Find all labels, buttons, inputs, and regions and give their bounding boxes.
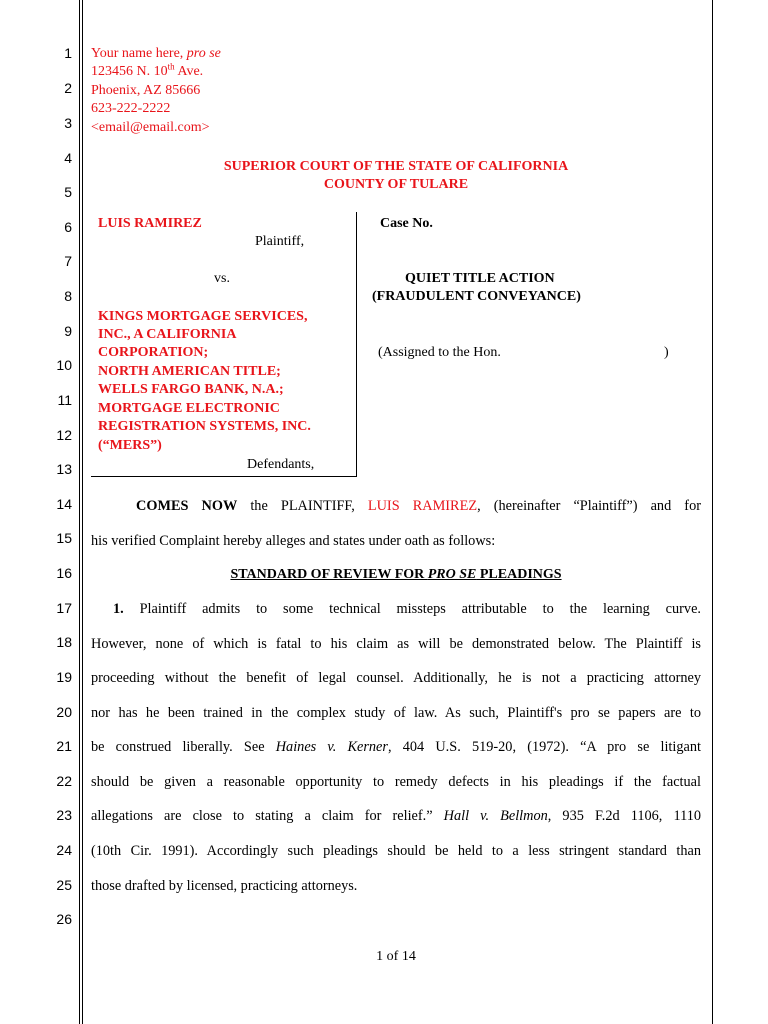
line-number: 24	[56, 842, 72, 858]
line-number: 7	[64, 253, 72, 269]
comes-now: COMES NOW	[136, 498, 238, 514]
action-title-line2: (FRAUDULENT CONVEYANCE)	[372, 289, 581, 304]
defendant-line: MORTGAGE ELECTRONIC	[98, 401, 280, 416]
filer-address-line2: Phoenix, AZ 85666	[91, 83, 201, 98]
paragraph-line: those drafted by licensed, practicing attorneys.	[91, 878, 358, 894]
line-number: 21	[56, 738, 72, 754]
paragraph-text: allegations are close to stating a claim for relief.”	[91, 808, 444, 824]
action-title-line1: QUIET TITLE ACTION	[405, 271, 555, 286]
case-number-label: Case No.	[380, 216, 433, 231]
defendant-line: CORPORATION;	[98, 345, 209, 360]
line-number: 2	[64, 80, 72, 96]
paragraph-line: nor has he been trained in the complex study of law. As such, Plaintiff's pro se papers are to	[91, 705, 701, 721]
court-name-line2: COUNTY OF TULARE	[323, 177, 469, 192]
line-number: 16	[56, 565, 72, 581]
page-number: 1 of 14	[376, 949, 416, 964]
intro-text: the PLAINTIFF,	[237, 498, 368, 514]
line-number: 4	[64, 150, 72, 166]
line-number: 14	[56, 496, 72, 512]
paragraph-line: However, none of which is fatal to his claim as will be demonstrated below. The Plaintiff is	[91, 636, 701, 652]
address-superscript: th	[167, 61, 175, 72]
line-number: 22	[56, 773, 72, 789]
line-number: 17	[56, 600, 72, 616]
line-number: 25	[56, 877, 72, 893]
intro-line1	[91, 498, 701, 514]
paragraph-line: proceeding without the benefit of legal counsel. Additionally, he is not a practicing attorney	[91, 670, 701, 686]
case-citation: Haines v. Kerner	[275, 739, 388, 755]
heading-italic: PRO SE	[427, 567, 477, 582]
paragraph-text: Plaintiff admits to some technical missteps attributable to the learning curve.	[139, 601, 701, 617]
section-heading	[91, 567, 701, 583]
address-street: 123456 N. 10	[91, 64, 168, 79]
defendant-line: (“MERS”)	[98, 438, 162, 453]
line-number: 10	[56, 357, 72, 373]
paragraph-text: be construed liberally. See	[91, 739, 276, 755]
paragraph-line	[91, 601, 701, 617]
line-number: 3	[64, 115, 72, 131]
address-street-suffix: Ave.	[174, 64, 204, 79]
line-number: 23	[56, 807, 72, 823]
intro-line2: his verified Complaint hereby alleges and states under oath as follows:	[91, 533, 496, 549]
defendant-line: REGISTRATION SYSTEMS, INC.	[98, 419, 311, 434]
paragraph-line	[91, 808, 701, 824]
left-margin-rule-inner	[82, 0, 83, 1024]
line-number: 15	[56, 530, 72, 546]
paragraph-text: , 935 F.2d 1106, 1110	[547, 808, 701, 824]
filer-phone: 623-222-2222	[91, 101, 171, 116]
intro-text-cont: , (hereinafter “Plaintiff”) and for	[477, 498, 701, 514]
right-margin-rule	[712, 0, 713, 1024]
defendant-line: INC., A CALIFORNIA	[98, 327, 237, 342]
filer-name-text: Your name here,	[91, 46, 184, 61]
plaintiff-name: LUIS RAMIREZ	[98, 216, 202, 231]
left-margin-rule-outer	[79, 0, 80, 1024]
heading-pre: STANDARD OF REVIEW FOR	[230, 567, 428, 582]
line-number: 13	[56, 461, 72, 477]
pro-se-label: pro se	[186, 46, 221, 61]
line-number: 5	[64, 184, 72, 200]
line-number: 20	[56, 704, 72, 720]
court-name-line1: SUPERIOR COURT OF THE STATE OF CALIFORNIA	[223, 159, 569, 174]
line-number: 9	[64, 323, 72, 339]
paragraph-line	[91, 739, 701, 755]
versus-label: vs.	[214, 271, 230, 286]
defendant-line: KINGS MORTGAGE SERVICES,	[98, 309, 308, 324]
paragraph-line: (10th Cir. 1991). Accordingly such pleadings should be held to a less stringent standard than	[91, 843, 701, 859]
line-number: 18	[56, 634, 72, 650]
assigned-judge-close: )	[664, 345, 669, 360]
defendant-line: WELLS FARGO BANK, N.A.;	[98, 382, 284, 397]
case-citation: Hall v. Bellmon	[443, 808, 548, 824]
plaintiff-label: Plaintiff,	[255, 234, 305, 249]
paragraph-number: 1.	[113, 601, 124, 617]
assigned-judge: (Assigned to the Hon.	[378, 345, 501, 360]
line-number: 1	[64, 45, 72, 61]
line-number: 12	[56, 427, 72, 443]
line-number: 8	[64, 288, 72, 304]
line-number: 6	[64, 219, 72, 235]
intro-plaintiff: LUIS RAMIREZ	[367, 498, 478, 514]
line-number: 19	[56, 669, 72, 685]
defendants-label: Defendants,	[247, 457, 315, 472]
filer-name	[91, 46, 221, 62]
paragraph-text: , 404 U.S. 519-20, (1972). “A pro se litigant	[387, 739, 701, 755]
filer-email: <email@email.com>	[91, 120, 210, 135]
line-number: 26	[56, 911, 72, 927]
line-number: 11	[57, 392, 72, 408]
defendant-line: NORTH AMERICAN TITLE;	[98, 364, 281, 379]
filer-address-line1	[91, 61, 204, 80]
heading-post: PLEADINGS	[476, 567, 562, 582]
paragraph-line: should be given a reasonable opportunity to remedy defects in his pleadings if the factual	[91, 774, 701, 790]
